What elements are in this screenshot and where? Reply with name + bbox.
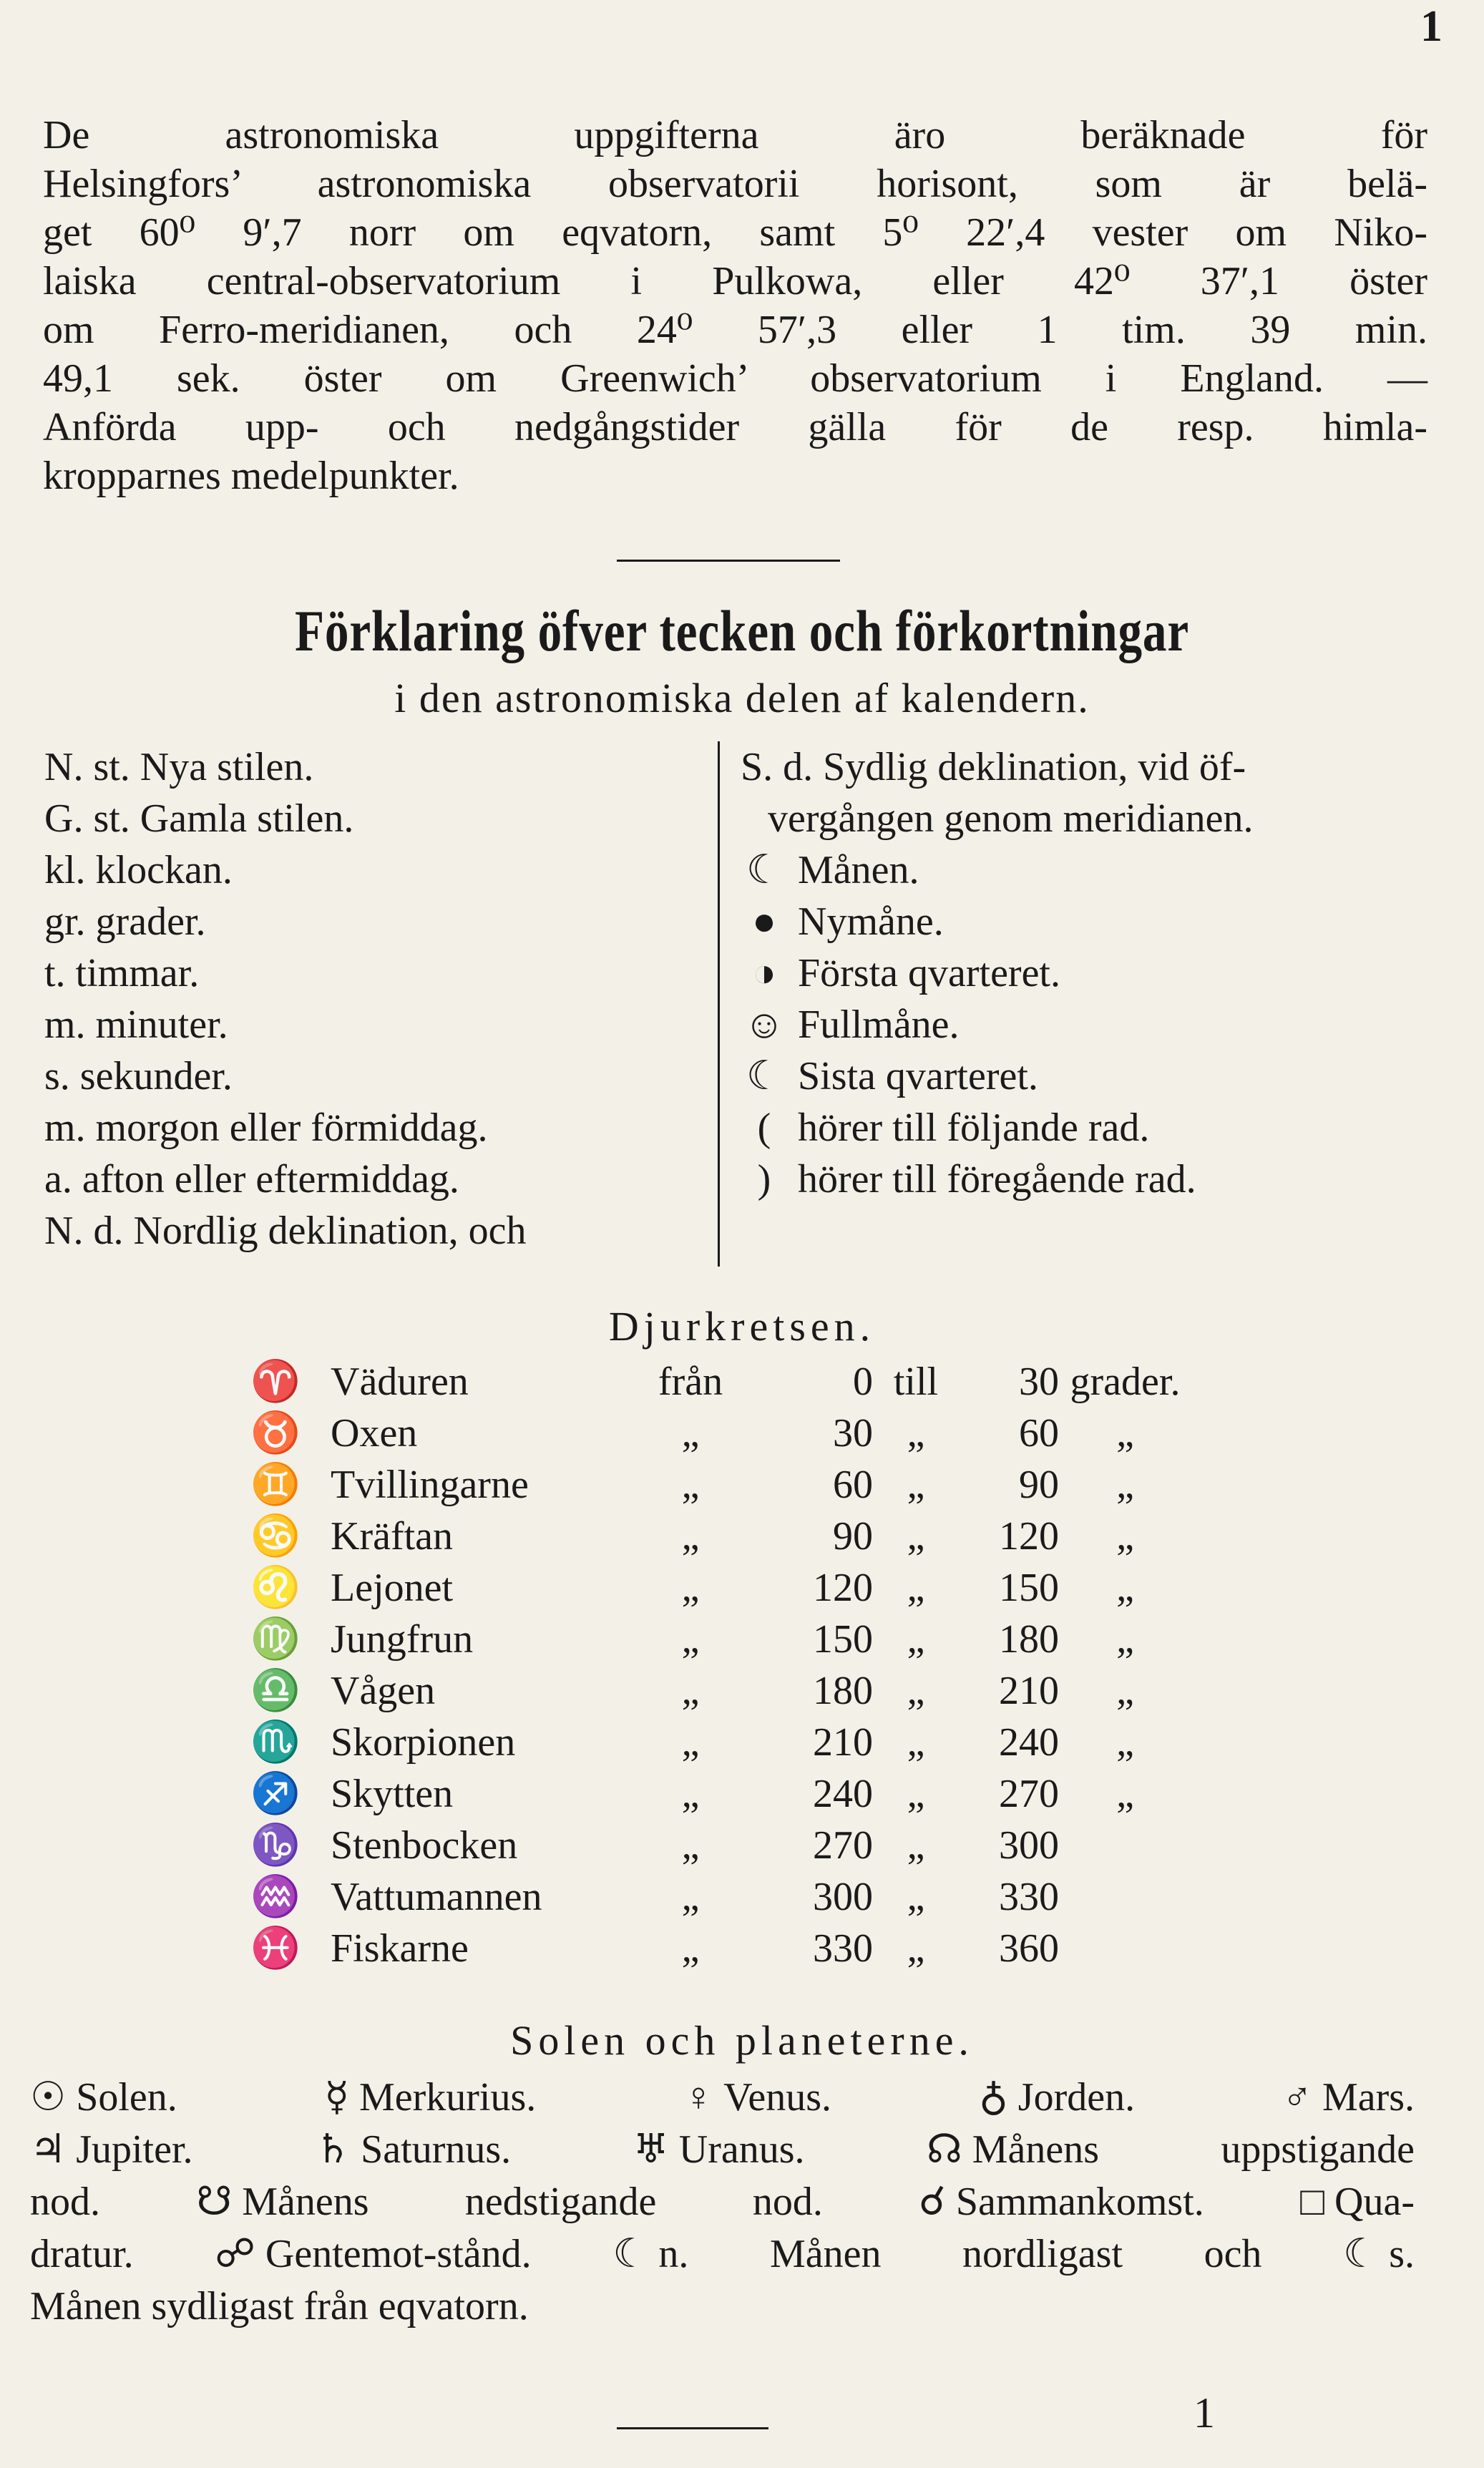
planet-symbol-icon: ☍: [215, 2232, 255, 2276]
zodiac-row: [243, 1614, 1259, 1665]
zodiac-till-label: „: [907, 1411, 925, 1455]
zodiac-end-degree: 150: [999, 1566, 1059, 1610]
legend-entry-text: Första qvarteret.: [798, 951, 1060, 995]
zodiac-till-label: „: [907, 1772, 925, 1816]
planets-line: [30, 2072, 1415, 2124]
planet-entry: [215, 2232, 531, 2276]
page-number-bottom: 1: [1193, 2389, 1215, 2437]
zodiac-from-label: „: [681, 1875, 700, 1919]
zodiac-row: [243, 1511, 1259, 1562]
legend-entry-text: Nymåne.: [798, 899, 944, 944]
planet-entry: [30, 2284, 529, 2328]
planet-entry: [1343, 2232, 1415, 2276]
planet-entry-text: Månen sydligast från eqvatorn.: [30, 2284, 529, 2328]
zodiac-start-degree: 240: [813, 1772, 873, 1816]
legend-entry: N. st. Nya stilen.: [44, 745, 314, 789]
legend-entry: [741, 999, 1449, 1050]
zodiac-title: Djurkretsen.: [608, 1303, 876, 1350]
planet-entry: [1282, 2075, 1415, 2120]
zodiac-sign-icon: ♍: [250, 1617, 301, 1662]
legend-entry: t. timmar.: [44, 951, 200, 995]
zodiac-sign-name: Lejonet: [331, 1566, 454, 1610]
planets-line: [30, 2281, 1415, 2333]
zodiac-unit-label: „: [1116, 1514, 1134, 1559]
zodiac-unit-label: „: [1116, 1463, 1134, 1507]
legend-entry-text: hörer till följande rad.: [798, 1106, 1150, 1150]
zodiac-row: [243, 1820, 1259, 1871]
planet-entry-text: Merkurius.: [358, 2075, 537, 2120]
zodiac-sign-name: Tvillingarne: [331, 1463, 529, 1507]
zodiac-till-label: „: [907, 1875, 925, 1919]
zodiac-sign-name: Oxen: [331, 1411, 418, 1455]
zodiac-sign-name: Jungfrun: [331, 1617, 474, 1662]
zodiac-row: [243, 1408, 1259, 1459]
planet-entry-text: Uranus.: [678, 2127, 805, 2172]
legend-entry: [741, 1102, 1449, 1153]
planet-entry: [30, 2075, 177, 2120]
legend-symbol-icon: ☺: [743, 1003, 785, 1047]
planets-line: [30, 2228, 1415, 2281]
planet-symbol-icon: ♄: [314, 2127, 351, 2172]
planet-entry: [196, 2180, 822, 2224]
zodiac-unit-label: „: [1116, 1720, 1134, 1765]
zodiac-from-label: „: [681, 1514, 700, 1559]
planet-entry-text: n. Månen nordligast och: [658, 2232, 1262, 2276]
zodiac-from-label: „: [681, 1669, 700, 1713]
intro-line: Helsingfors’ astronomiska observatorii horisont, som är belä-: [43, 162, 1427, 206]
zodiac-start-degree: 300: [813, 1875, 873, 1919]
legend-entry: [741, 947, 1449, 999]
zodiac-unit-label: „: [1116, 1617, 1134, 1662]
zodiac-row: [243, 1562, 1259, 1614]
planet-entry: [30, 2127, 193, 2172]
zodiac-end-degree: 120: [999, 1514, 1059, 1559]
zodiac-end-degree: 60: [1019, 1411, 1059, 1455]
intro-line: om Ferro-meridianen, och 24⁰ 57′,3 eller 1 tim. 39 min.: [43, 308, 1427, 352]
zodiac-unit-label: „: [1116, 1411, 1134, 1455]
planet-entry-text: Solen.: [76, 2075, 177, 2120]
planets-line: [30, 2176, 1415, 2228]
zodiac-row: [243, 1665, 1259, 1717]
zodiac-table: [243, 1356, 1259, 1974]
zodiac-end-degree: 180: [999, 1617, 1059, 1662]
zodiac-till-label: „: [907, 1463, 925, 1507]
zodiac-till-label: „: [907, 1617, 925, 1662]
zodiac-from-label: „: [681, 1617, 700, 1662]
planet-symbol-icon: ♁: [978, 2075, 1008, 2120]
zodiac-unit-label: „: [1116, 1669, 1134, 1713]
legend-symbol-icon: ☾: [746, 1054, 783, 1098]
zodiac-unit-label: grader.: [1070, 1360, 1181, 1404]
legend-entry: [741, 896, 1449, 947]
zodiac-end-degree: 270: [999, 1772, 1059, 1816]
zodiac-from-label: från: [658, 1360, 723, 1404]
legend-entry: kl. klockan.: [44, 848, 233, 892]
planet-entry-text: Qua-: [1334, 2180, 1415, 2224]
planet-entry: [919, 2180, 1204, 2224]
zodiac-end-degree: 210: [999, 1669, 1059, 1713]
zodiac-sign-icon: ♊: [250, 1463, 301, 1507]
planet-entry-text: s.: [1389, 2232, 1415, 2276]
zodiac-start-degree: 90: [833, 1514, 873, 1559]
planet-symbol-icon: ☿: [324, 2075, 349, 2120]
zodiac-end-degree: 30: [1019, 1360, 1059, 1404]
zodiac-sign-icon: ♏: [250, 1720, 301, 1765]
zodiac-end-degree: 90: [1019, 1463, 1059, 1507]
planet-symbol-icon: ♀: [683, 2075, 714, 2120]
zodiac-till-label: „: [907, 1720, 925, 1765]
legend-entry-text: vergången genom meridianen.: [768, 796, 1254, 841]
zodiac-start-degree: 30: [833, 1411, 873, 1455]
planet-entry-text: dratur.: [30, 2232, 134, 2276]
zodiac-start-degree: 0: [853, 1360, 873, 1404]
planet-entry: [1300, 2180, 1415, 2224]
legend-title: Förklaring öfver tecken och förkortningar: [295, 598, 1189, 663]
intro-line: 49,1 sek. öster om Greenwich’ observatorium i England. —: [43, 356, 1427, 401]
planet-symbol-icon: ☾: [1343, 2232, 1380, 2276]
planet-symbol-icon: ♂: [1282, 2075, 1312, 2120]
planet-entry-text: Venus.: [723, 2075, 832, 2120]
planet-entry-text: Sammankomst.: [955, 2180, 1204, 2224]
legend-symbol-icon: (: [757, 1106, 771, 1150]
planet-entry-text: Gentemot-stånd.: [265, 2232, 532, 2276]
zodiac-end-degree: 330: [999, 1875, 1059, 1919]
zodiac-till-label: „: [907, 1926, 925, 1971]
zodiac-start-degree: 270: [813, 1823, 873, 1868]
legend-entry: [741, 1153, 1449, 1205]
zodiac-start-degree: 180: [813, 1669, 873, 1713]
zodiac-sign-name: Väduren: [331, 1360, 469, 1404]
legend-entry-text: Sista qvarteret.: [798, 1054, 1038, 1098]
zodiac-sign-icon: ♒: [250, 1875, 301, 1919]
planet-symbol-icon: ☉: [30, 2075, 67, 2120]
planets-legend: [30, 2072, 1415, 2333]
legend-left-column: [44, 741, 710, 1257]
legend-entry: m. morgon eller förmiddag.: [44, 1106, 488, 1150]
zodiac-from-label: „: [681, 1411, 700, 1455]
zodiac-till-label: „: [907, 1823, 925, 1868]
planet-entry: [325, 2075, 537, 2120]
intro-line: laiska central-observatorium i Pulkowa, eller 42⁰ 37′,1 öster: [43, 259, 1427, 303]
planet-entry: [30, 2232, 134, 2276]
legend-column-divider: [718, 741, 720, 1267]
planets-title: Solen och planeterne.: [510, 2017, 974, 2064]
zodiac-end-degree: 300: [999, 1823, 1059, 1868]
zodiac-till-label: „: [907, 1566, 925, 1610]
planet-symbol-icon: ☋: [196, 2180, 233, 2224]
intro-line: Anförda upp- och nedgångstider gälla för de resp. himla-: [43, 405, 1427, 449]
intro-line: get 60⁰ 9′,7 norr om eqvatorn, samt 5⁰ 22′,4 vester om Niko-: [43, 210, 1427, 255]
planet-entry: [612, 2232, 1261, 2276]
planet-entry: [315, 2127, 511, 2172]
planet-entry-text: Månens uppstigande: [972, 2127, 1415, 2172]
planets-line: [30, 2124, 1415, 2176]
zodiac-sign-icon: ♌: [250, 1566, 301, 1610]
footer-divider: [617, 2427, 768, 2429]
planet-symbol-icon: ☾: [612, 2232, 649, 2276]
planet-symbol-icon: ♃: [30, 2127, 67, 2172]
zodiac-sign-name: Stenbocken: [331, 1823, 518, 1868]
legend-symbol-icon: ☾: [746, 848, 783, 892]
zodiac-from-label: „: [681, 1772, 700, 1816]
intro-line: De astronomiska uppgifterna äro beräknade för: [43, 113, 1427, 157]
zodiac-from-label: „: [681, 1566, 700, 1610]
zodiac-row: [243, 1923, 1259, 1974]
planet-entry: [927, 2127, 1415, 2172]
zodiac-unit-label: „: [1116, 1772, 1134, 1816]
legend-entry: N. d. Nordlig deklination, och: [44, 1209, 527, 1253]
legend-entry-text: S. d. Sydlig deklination, vid öf-: [741, 745, 1246, 789]
zodiac-sign-icon: ♎: [250, 1669, 301, 1713]
zodiac-sign-icon: ♈: [250, 1360, 301, 1404]
legend-right-column: [741, 741, 1449, 1205]
legend-entry: s. sekunder.: [44, 1054, 233, 1098]
legend-entry: G. st. Gamla stilen.: [44, 796, 354, 841]
zodiac-row: [243, 1768, 1259, 1820]
legend-entry: m. minuter.: [44, 1003, 228, 1047]
legend-entry: [741, 741, 1449, 793]
zodiac-row: [243, 1717, 1259, 1768]
zodiac-start-degree: 150: [813, 1617, 873, 1662]
page-number-top: 1: [1420, 2, 1442, 51]
zodiac-start-degree: 120: [813, 1566, 873, 1610]
zodiac-start-degree: 60: [833, 1463, 873, 1507]
zodiac-sign-icon: ♋: [250, 1514, 301, 1559]
legend-symbol-icon: ◑: [752, 951, 776, 995]
zodiac-row: [243, 1356, 1259, 1408]
legend-entry-text: Fullmåne.: [798, 1003, 960, 1047]
zodiac-end-degree: 240: [999, 1720, 1059, 1765]
zodiac-sign-name: Skorpionen: [331, 1720, 516, 1765]
planet-entry-text: Månens nedstigande nod.: [242, 2180, 823, 2224]
legend-entry: gr. grader.: [44, 899, 206, 944]
zodiac-row: [243, 1459, 1259, 1511]
zodiac-till-label: till: [893, 1360, 939, 1404]
zodiac-end-degree: 360: [999, 1926, 1059, 1971]
planet-entry-text: Saturnus.: [361, 2127, 512, 2172]
legend-entry-text: hörer till föregående rad.: [798, 1157, 1196, 1201]
zodiac-sign-name: Vattumannen: [331, 1875, 542, 1919]
zodiac-unit-label: „: [1116, 1566, 1134, 1610]
zodiac-start-degree: 330: [813, 1926, 873, 1971]
zodiac-sign-name: Fiskarne: [331, 1926, 469, 1971]
planet-symbol-icon: ☊: [926, 2127, 962, 2172]
zodiac-sign-name: Skytten: [331, 1772, 454, 1816]
planet-entry-text: nod.: [30, 2180, 100, 2224]
legend-entry-text: Månen.: [798, 848, 919, 892]
zodiac-start-degree: 210: [813, 1720, 873, 1765]
planet-symbol-icon: □: [1300, 2180, 1325, 2224]
legend-entry: a. afton eller eftermiddag.: [44, 1157, 459, 1201]
legend-subtitle: i den astronomiska delen af kalendern.: [394, 675, 1090, 721]
legend-symbol-icon: ●: [752, 899, 776, 944]
intro-paragraph: [43, 111, 1427, 500]
zodiac-sign-icon: ♑: [250, 1823, 301, 1868]
legend-symbol-icon: ): [757, 1157, 771, 1201]
zodiac-sign-icon: ♉: [250, 1411, 301, 1455]
planet-symbol-icon: ♅: [633, 2127, 669, 2172]
section-divider: [617, 560, 840, 562]
planet-entry-text: Jorden.: [1017, 2075, 1136, 2120]
planet-entry: [979, 2075, 1135, 2120]
zodiac-from-label: „: [681, 1720, 700, 1765]
zodiac-from-label: „: [681, 1463, 700, 1507]
planet-entry: [633, 2127, 805, 2172]
planet-symbol-icon: ☌: [919, 2180, 946, 2224]
legend-entry: [741, 844, 1449, 896]
planet-entry-text: Jupiter.: [76, 2127, 193, 2172]
zodiac-sign-name: Kräftan: [331, 1514, 454, 1559]
legend-entry: [741, 1050, 1449, 1102]
intro-line: kropparnes medelpunkter.: [43, 454, 459, 498]
zodiac-till-label: „: [907, 1514, 925, 1559]
zodiac-sign-name: Vågen: [331, 1669, 436, 1713]
planet-entry: [683, 2075, 831, 2120]
zodiac-from-label: „: [681, 1926, 700, 1971]
zodiac-sign-icon: ♓: [250, 1926, 301, 1971]
legend-entry: [741, 793, 1449, 844]
planet-entry: [30, 2180, 100, 2224]
planet-entry-text: Mars.: [1322, 2075, 1415, 2120]
zodiac-till-label: „: [907, 1669, 925, 1713]
zodiac-from-label: „: [681, 1823, 700, 1868]
zodiac-sign-icon: ♐: [250, 1772, 301, 1816]
zodiac-row: [243, 1871, 1259, 1923]
